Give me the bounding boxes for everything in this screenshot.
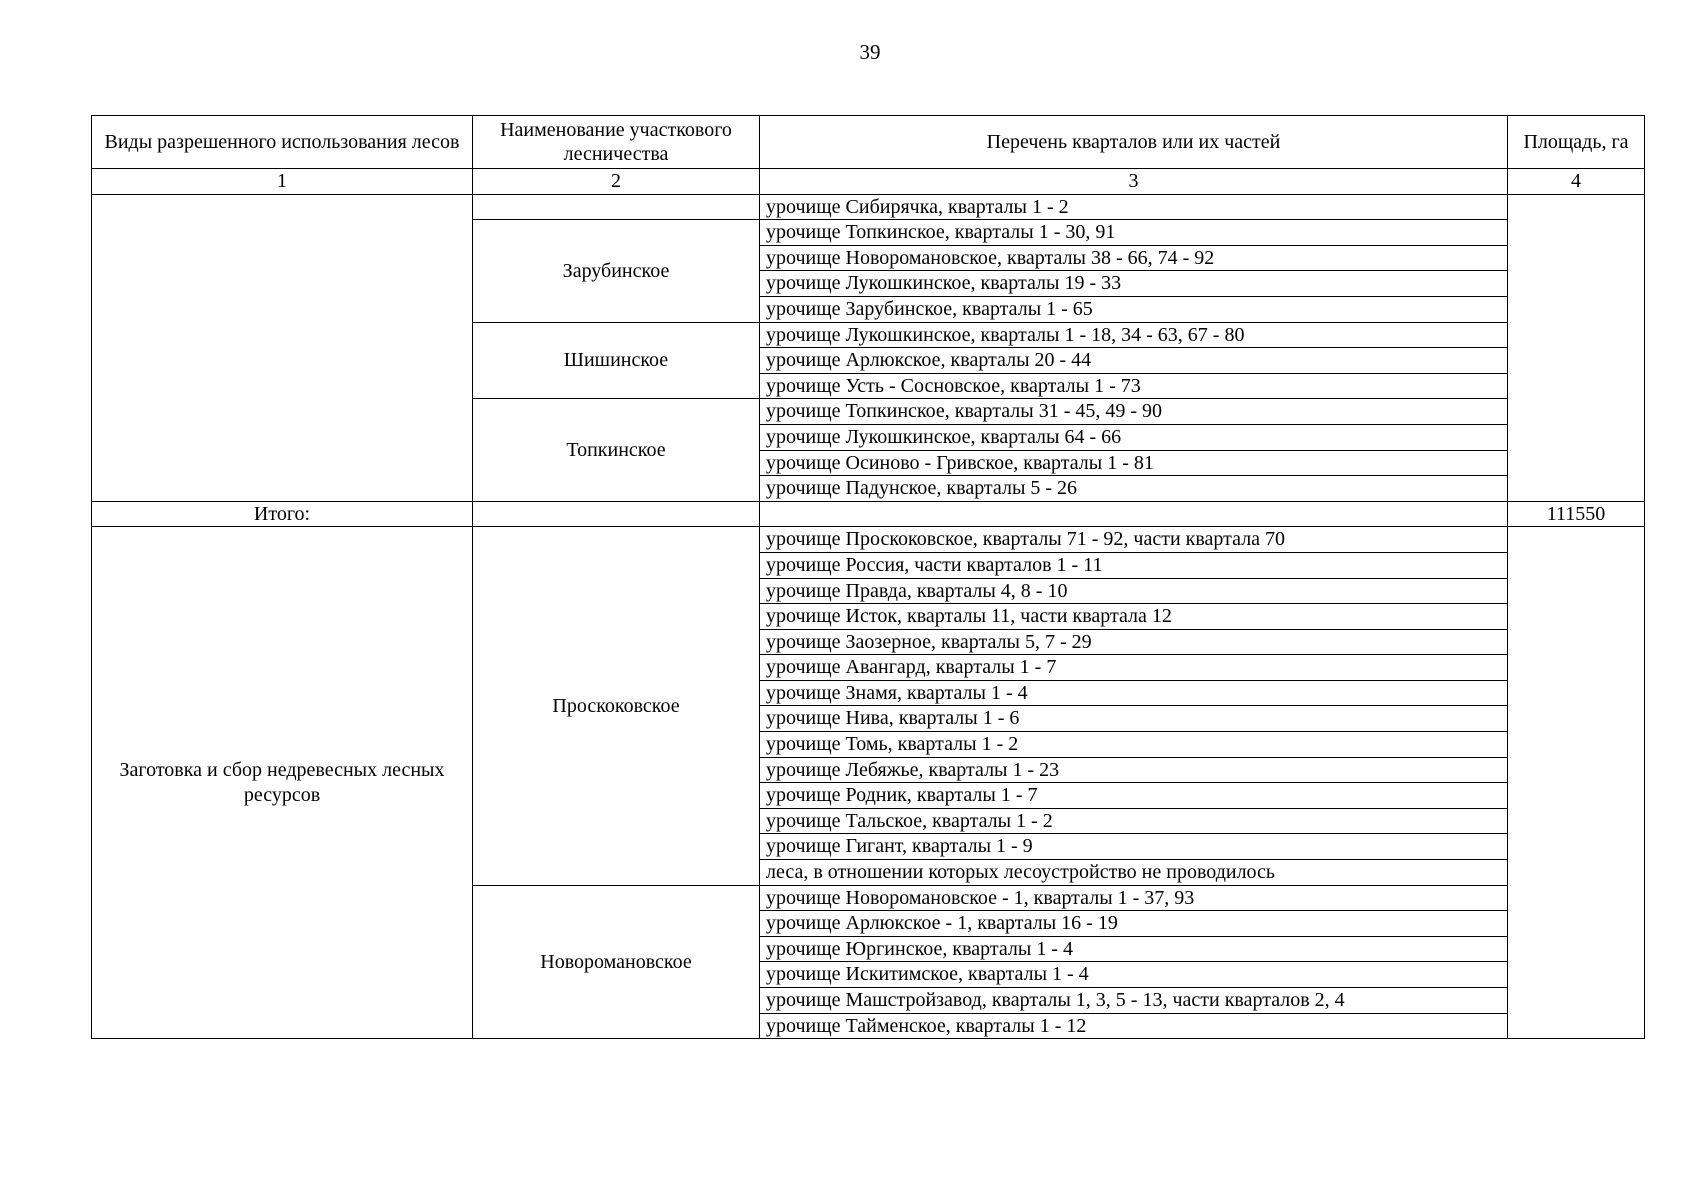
total-empty-cell: [473, 501, 760, 527]
quarter-cell: урочище Новоромановское - 1, кварталы 1 - 37, 93: [760, 885, 1508, 911]
column-number: 2: [473, 169, 760, 195]
header-forestry-name: Наименование участкового лесничества: [473, 116, 760, 169]
table-row: [92, 527, 1645, 553]
total-row: [92, 501, 1645, 527]
quarter-cell: урочище Сибирячка, кварталы 1 - 2: [760, 194, 1508, 220]
quarter-cell: урочище Правда, кварталы 4, 8 - 10: [760, 578, 1508, 604]
forestry-name: Шишинское: [473, 322, 760, 399]
quarter-cell: урочище Лебяжье, кварталы 1 - 23: [760, 757, 1508, 783]
quarter-cell: урочище Топкинское, кварталы 31 - 45, 49 - 90: [760, 399, 1508, 425]
quarter-cell: урочище Арлюкское, кварталы 20 - 44: [760, 348, 1508, 374]
total-empty-cell: [760, 501, 1508, 527]
quarter-cell: урочище Искитимское, кварталы 1 - 4: [760, 962, 1508, 988]
quarter-cell: урочище Авангард, кварталы 1 - 7: [760, 655, 1508, 681]
use-type-cell-empty: [92, 194, 473, 501]
quarter-cell: урочище Топкинское, кварталы 1 - 30, 91: [760, 220, 1508, 246]
quarter-cell: урочище Заозерное, кварталы 5, 7 - 29: [760, 629, 1508, 655]
header-quarters-list: Перечень кварталов или их частей: [760, 116, 1508, 169]
quarter-cell: леса, в отношении которых лесоустройство не проводилось: [760, 860, 1508, 886]
quarter-cell: урочище Усть - Сосновское, кварталы 1 - 73: [760, 373, 1508, 399]
quarter-cell: урочище Падунское, кварталы 5 - 26: [760, 476, 1508, 502]
forestry-cell-empty: [473, 194, 760, 220]
total-label: Итого:: [92, 501, 473, 527]
quarter-cell: урочище Гигант, кварталы 1 - 9: [760, 834, 1508, 860]
quarter-cell: урочище Родник, кварталы 1 - 7: [760, 783, 1508, 809]
column-number: 3: [760, 169, 1508, 195]
forest-use-table: [91, 115, 1645, 1039]
quarter-cell: урочище Лукошкинское, кварталы 19 - 33: [760, 271, 1508, 297]
header-area: Площадь, га: [1508, 116, 1645, 169]
area-cell-empty: [1508, 527, 1645, 1039]
table-row: [92, 194, 1645, 220]
column-number: 4: [1508, 169, 1645, 195]
quarter-cell: урочище Юргинское, кварталы 1 - 4: [760, 936, 1508, 962]
quarter-cell: урочище Арлюкское - 1, кварталы 16 - 19: [760, 911, 1508, 937]
quarter-cell: урочище Машстройзавод, кварталы 1, 3, 5 - 13, части кварталов 2, 4: [760, 988, 1508, 1014]
quarter-cell: урочище Нива, кварталы 1 - 6: [760, 706, 1508, 732]
forestry-name: Проскоковское: [473, 527, 760, 885]
forestry-name: Зарубинское: [473, 220, 760, 322]
column-number: 1: [92, 169, 473, 195]
forestry-name: Топкинское: [473, 399, 760, 501]
quarter-cell: урочище Лукошкинское, кварталы 64 - 66: [760, 424, 1508, 450]
quarter-cell: урочище Знамя, кварталы 1 - 4: [760, 680, 1508, 706]
quarter-cell: урочище Томь, кварталы 1 - 2: [760, 732, 1508, 758]
quarter-cell: урочище Тайменское, кварталы 1 - 12: [760, 1013, 1508, 1039]
header-use-type: Виды разрешенного использования лесов: [92, 116, 473, 169]
quarter-cell: урочище Лукошкинское, кварталы 1 - 18, 34 - 63, 67 - 80: [760, 322, 1508, 348]
page-number: 39: [859, 40, 881, 64]
quarter-cell: урочище Зарубинское, кварталы 1 - 65: [760, 296, 1508, 322]
forestry-name: Новоромановское: [473, 885, 760, 1039]
quarter-cell: урочище Россия, части кварталов 1 - 11: [760, 552, 1508, 578]
use-type-name: Заготовка и сбор недревесных лесных ресурсов: [92, 527, 473, 1039]
quarter-cell: урочище Исток, кварталы 11, части квартала 12: [760, 604, 1508, 630]
area-cell-empty: [1508, 194, 1645, 501]
quarter-cell: урочище Осиново - Гривское, кварталы 1 - 81: [760, 450, 1508, 476]
quarter-cell: урочище Новоромановское, кварталы 38 - 66, 74 - 92: [760, 245, 1508, 271]
total-value: 111550: [1508, 501, 1645, 527]
quarter-cell: урочище Тальское, кварталы 1 - 2: [760, 808, 1508, 834]
column-number-row: [92, 169, 1645, 195]
quarter-cell: урочище Проскоковское, кварталы 71 - 92, части квартала 70: [760, 527, 1508, 553]
header-row: [92, 116, 1645, 169]
